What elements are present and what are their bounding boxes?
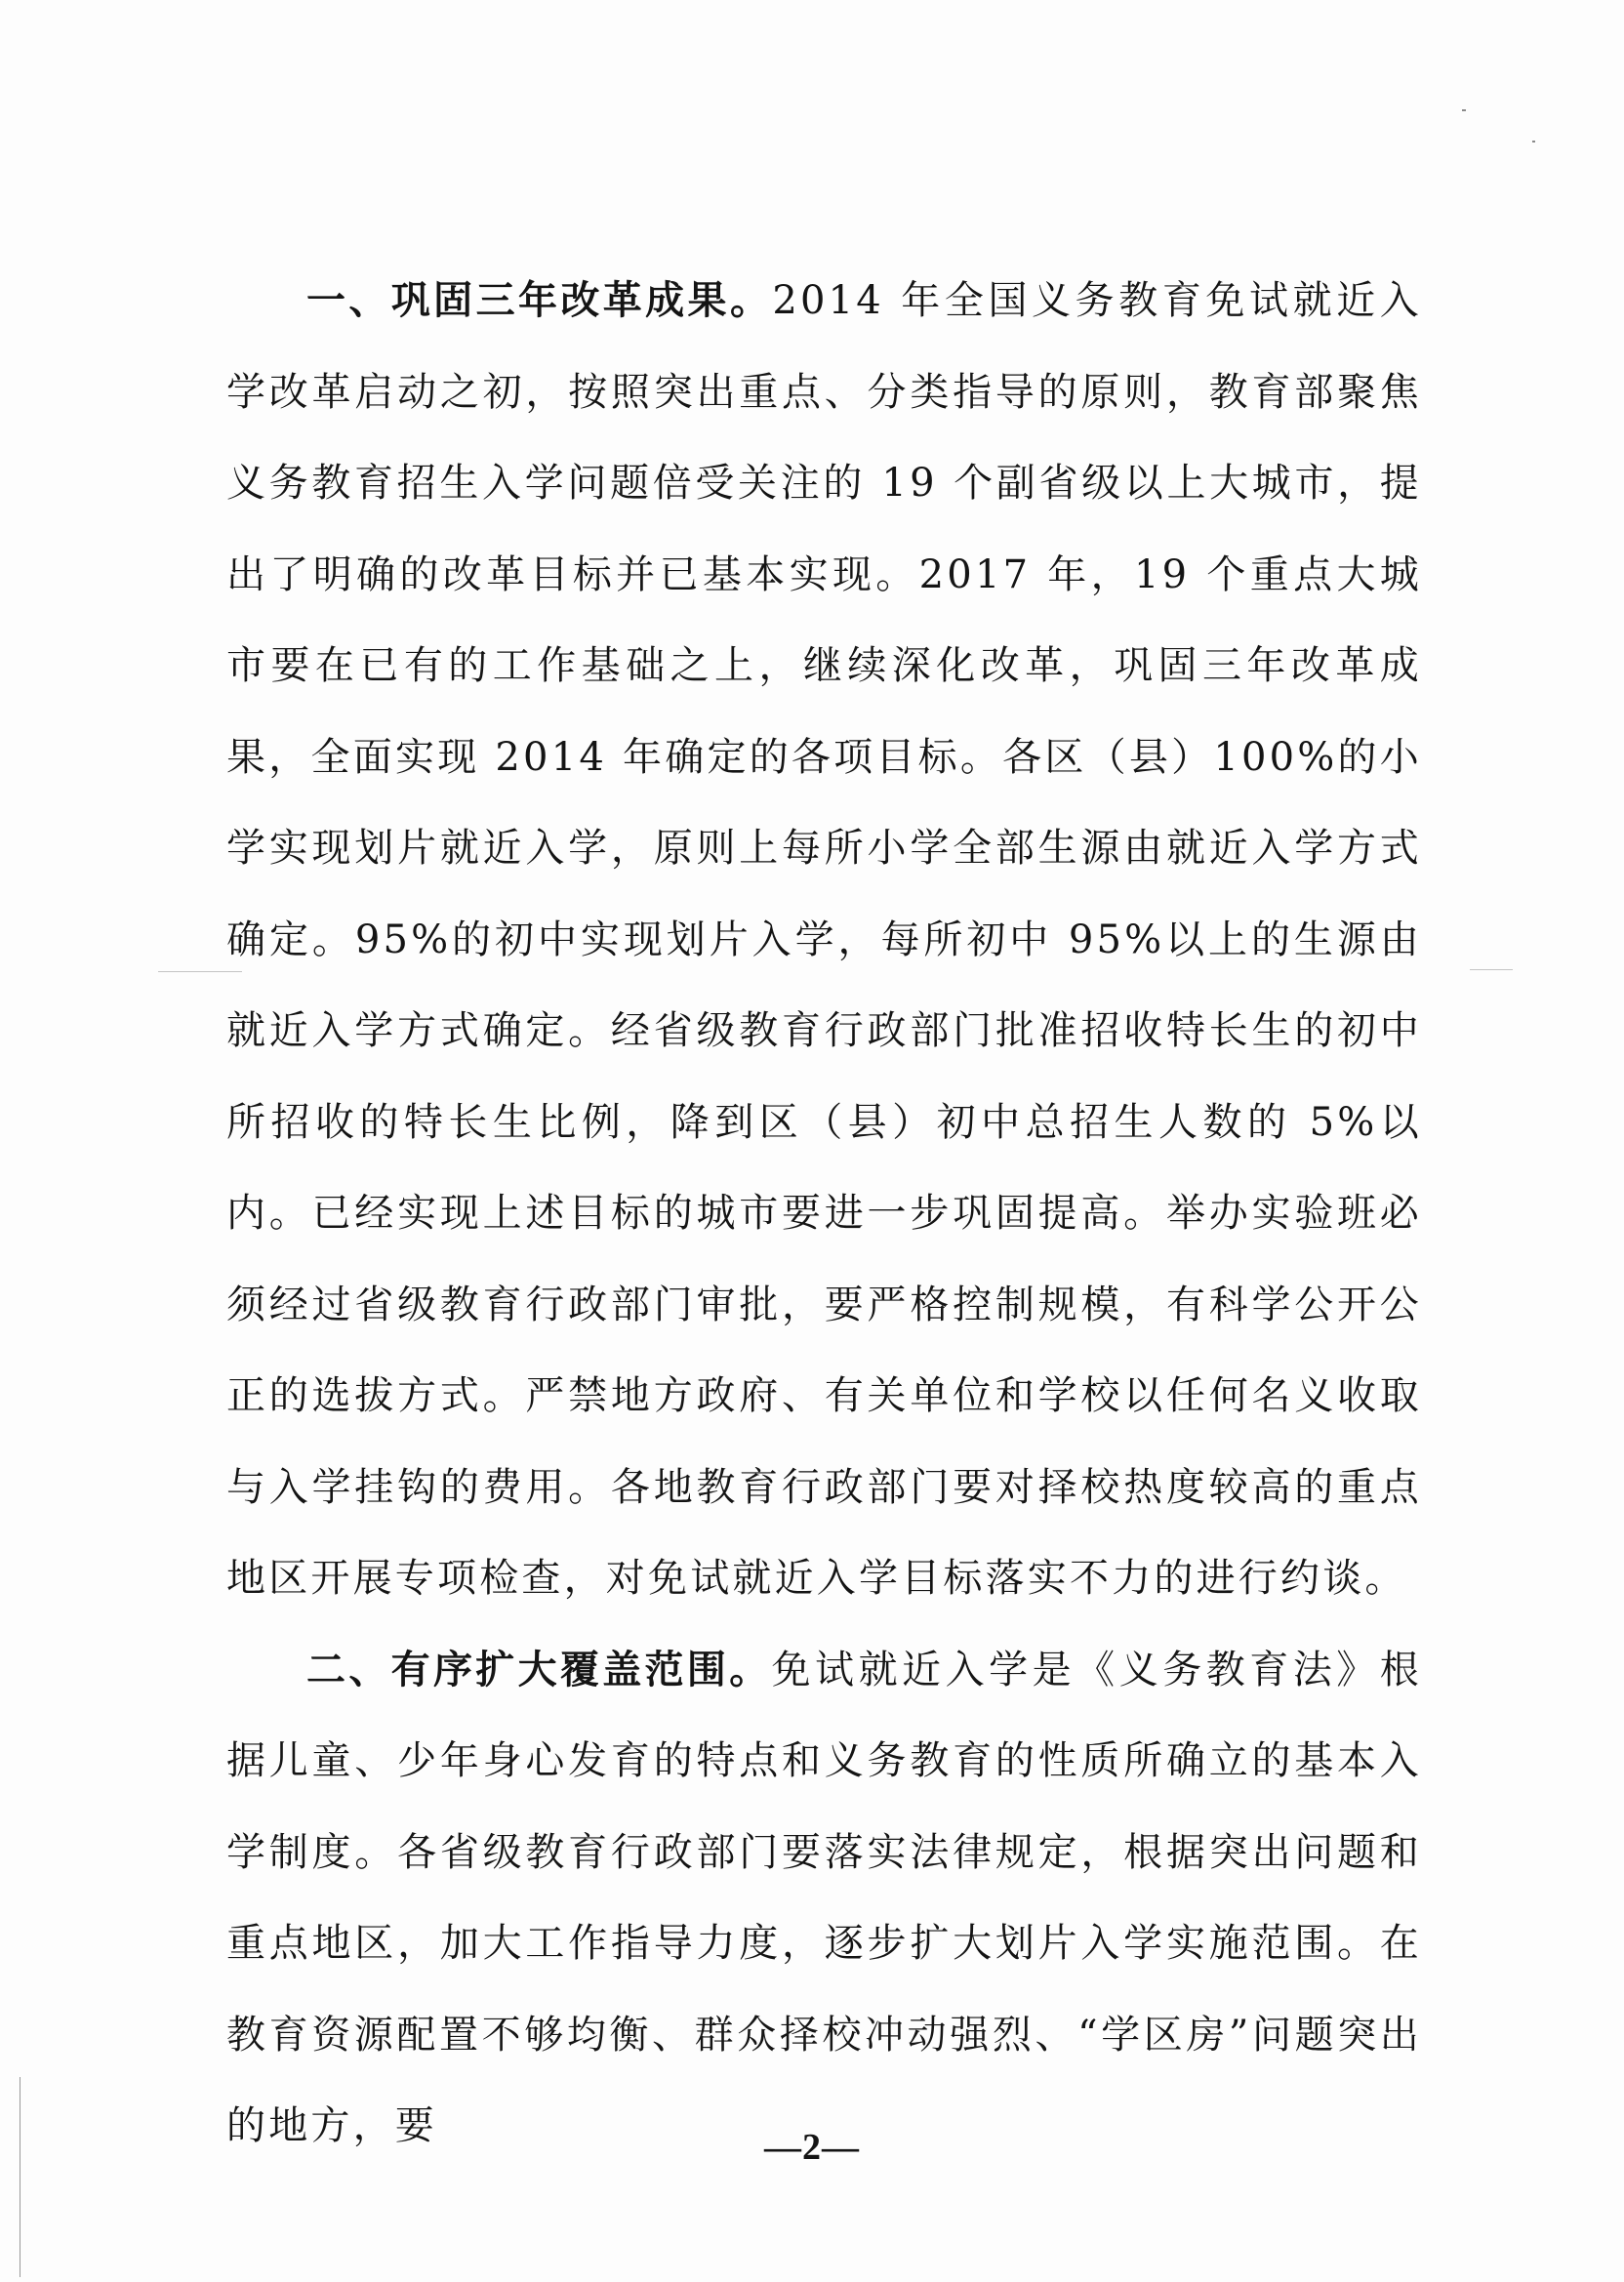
section-heading-2: 二、有序扩大覆盖范围。 [306, 1647, 772, 1692]
section-body-2: 免试就近入学是《义务教育法》根据儿童、少年身心发育的特点和义务教育的性质所确立的基本入学制度。各省级教育行政部门要落实法律规定，根据突出问题和重点地区，加大工作指导力度，逐步扩大划片入学实施范围。在教育资源配置不够均衡、群众择校冲动强烈、“学区房”问题突出的地方，要 [226, 1647, 1423, 2148]
scan-speck [1532, 141, 1535, 143]
section-heading-1: 一、巩固三年改革成果。 [306, 278, 773, 323]
section-body-1: 2014 年全国义务教育免试就近入学改革启动之初，按照突出重点、分类指导的原则，教育部聚焦义务教育招生入学问题倍受关注的 19 个副省级以上大城市，提出了明确的改革目标并已基本实现。2017 年，19 个重点大城市要在已有的工作基础之上，继续深化改革，巩固三年改革成果，全面实现 2014 年确定的各项目标。各区（县）100%的小学实现划片就近入学，原则上每所小学全部生源由就近入学方式确定。95%的初中实现划片入学，每所初中 95%以上的生源由就近入学方式确定。经省级教育行政部门批准招收特长生的初中所招收的特长生比例，降到区（县）初中总招生人数的 5%以内。已经实现上述目标的城市要进一步巩固提高。举办实验班必须经过省级教育行政部门审批，要严格控制规模，有科学公开公正的选拔方式。严禁地方政府、有关单位和学校以任何名义收取与入学挂钩的费用。各地教育行政部门要对择校热度较高的重点地区开展专项检查，对免试就近入学目标落实不力的进行约谈。 [226, 278, 1422, 1601]
page-number: —2— [764, 2127, 860, 2168]
document-body [226, 256, 1422, 2173]
scan-speck [1462, 109, 1466, 111]
section-paragraph-1 [226, 256, 1422, 1625]
section-paragraph-2 [226, 1625, 1422, 2173]
scan-speck [1470, 969, 1513, 970]
